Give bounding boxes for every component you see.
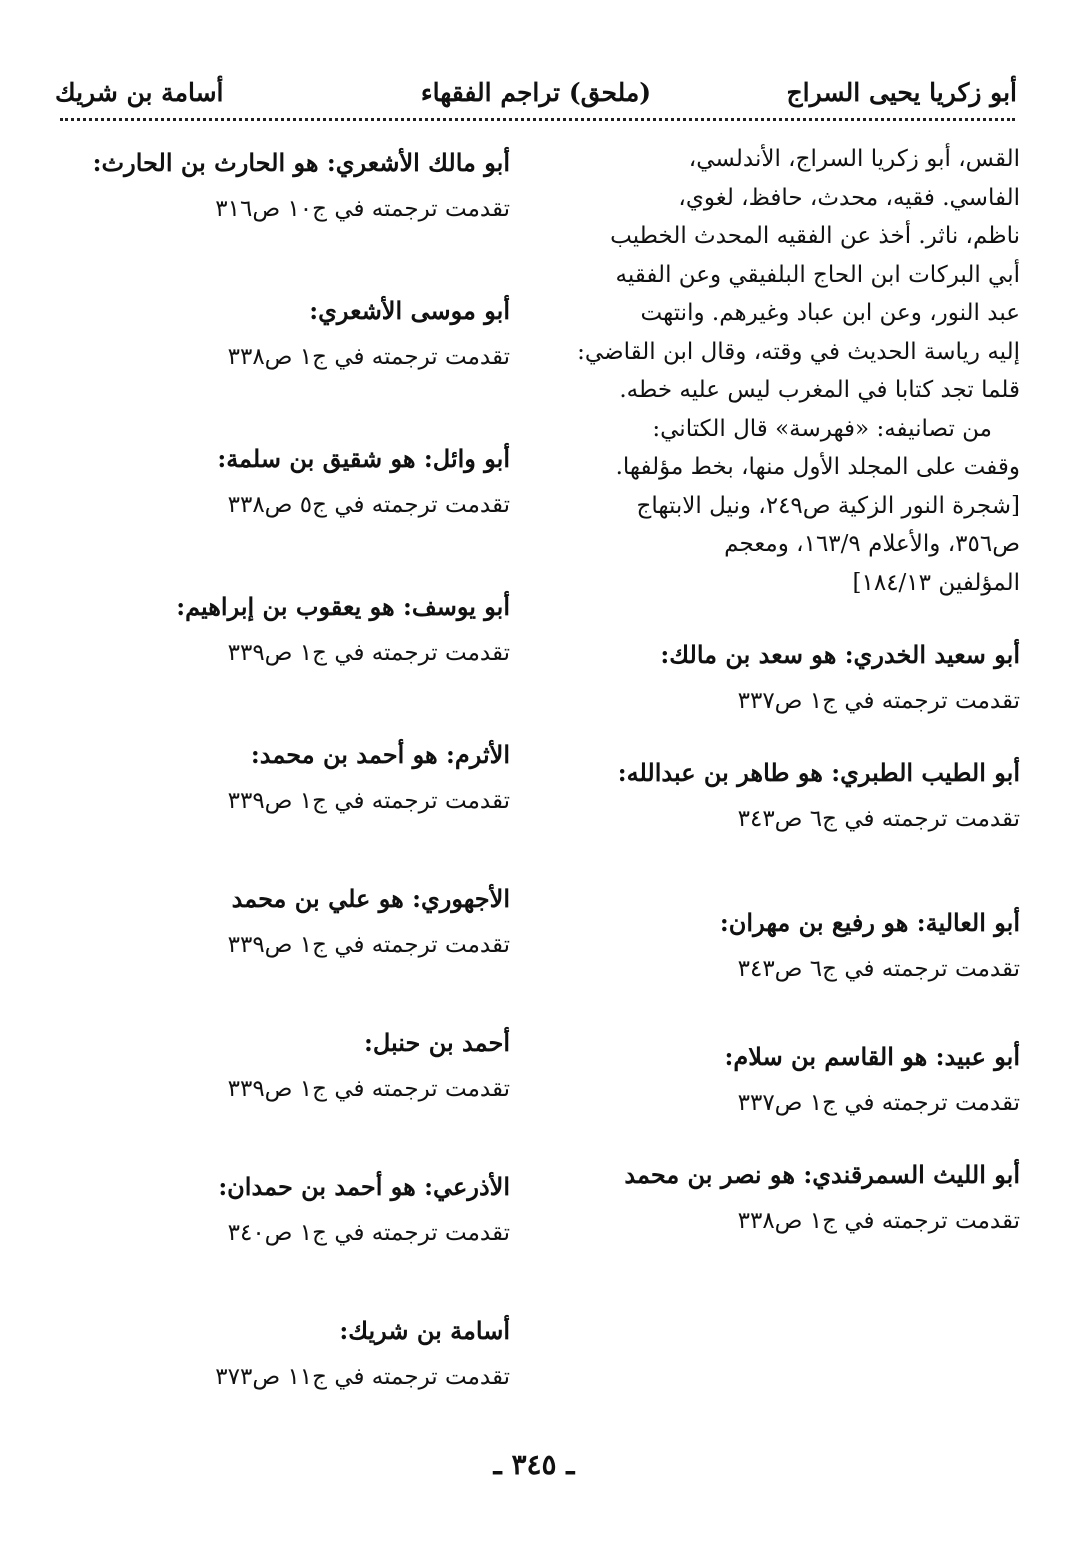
entry-reference: تقدمت ترجمته في ج١ ص٣٣٧ (737, 688, 1020, 714)
bio-line: أبي البركات ابن الحاج البلفيقي وعن الفقيه (615, 261, 1020, 288)
entry-title: أبو الليث السمرقندي: هو نصر بن محمد (624, 1160, 1020, 1189)
running-header (55, 78, 1017, 118)
entry-reference: تقدمت ترجمته في ج١ ص٣٣٩ (227, 932, 510, 958)
works-line: من تصانيفه: «فهرسة» قال الكتاني: (652, 415, 992, 442)
entry-reference: تقدمت ترجمته في ج١٠ ص٣١٦ (215, 196, 510, 222)
entry-reference: تقدمت ترجمته في ج٥ ص٣٣٨ (227, 492, 510, 518)
biography-entry (560, 632, 1020, 724)
entry-title: أبو الطيب الطبري: هو طاهر بن عبدالله: (617, 758, 1020, 787)
entry-reference: تقدمت ترجمته في ج١ ص٣٣٩ (227, 1076, 510, 1102)
biography-entry (560, 750, 1020, 842)
entry-title: الأجهوري: هو علي بن محمد (231, 884, 510, 913)
biography-entry (50, 1308, 510, 1400)
biography-entry (50, 1020, 510, 1112)
entry-title: أسامة بن شريك: (339, 1316, 510, 1345)
biography-entry (50, 140, 510, 232)
entry-title: أحمد بن حنبل: (364, 1028, 510, 1057)
bio-line: عبد النور، وعن ابن عباد وغيرهم. وانتهت (640, 300, 1020, 326)
entry-reference: تقدمت ترجمته في ج١ ص٣٤٠ (227, 1220, 510, 1246)
entry-title: أبو موسى الأشعري: (309, 296, 510, 325)
header-dotted-rule (60, 118, 1015, 121)
biography-entry (50, 584, 510, 676)
entry-title: أبو سعيد الخدري: هو سعد بن مالك: (660, 640, 1020, 669)
biography-entry (50, 436, 510, 528)
biography-entry (50, 876, 510, 968)
entry-title: أبو يوسف: هو يعقوب بن إبراهيم: (176, 592, 510, 621)
biography-entry (560, 1034, 1020, 1126)
biography-paragraph (560, 140, 1020, 602)
biography-entry (560, 1152, 1020, 1244)
entry-reference: تقدمت ترجمته في ج١ ص٣٣٨ (227, 344, 510, 370)
bio-line: إليه رياسة الحديث في وقته، وقال ابن القاضي: (577, 338, 1020, 365)
biography-entry (50, 1164, 510, 1256)
entry-title: الأذرعي: هو أحمد بن حمدان: (218, 1172, 510, 1201)
works-line: المؤلفين ١٨٤/١٣] (852, 569, 1020, 596)
biography-entry (50, 732, 510, 824)
biography-entry (50, 288, 510, 380)
bio-line: الفاسي. فقيه، محدث، حافظ، لغوي، (678, 184, 1020, 211)
header-left: أسامة بن شريك (55, 78, 224, 107)
bio-line: ناظم، ناثر. أخذ عن الفقيه المحدث الخطيب (610, 223, 1020, 249)
bio-line: قلما تجد كتابا في المغرب ليس عليه خطه. (619, 377, 1020, 403)
entry-title: أبو عبيد: هو القاسم بن سلام: (724, 1042, 1020, 1071)
bio-line: القس، أبو زكريا السراج، الأندلسي، (688, 146, 1020, 172)
entry-title: الأثرم: هو أحمد بن محمد: (250, 740, 510, 769)
entry-reference: تقدمت ترجمته في ج١١ ص٣٧٣ (215, 1364, 510, 1390)
works-line: [شجرة النور الزكية ص٢٤٩، ونيل الابتهاج (636, 492, 1020, 519)
entry-reference: تقدمت ترجمته في ج١ ص٣٣٩ (227, 788, 510, 814)
entry-reference: تقدمت ترجمته في ج١ ص٣٣٨ (737, 1208, 1020, 1234)
left-column (50, 140, 510, 1400)
entry-reference: تقدمت ترجمته في ج٦ ص٣٤٣ (737, 806, 1020, 832)
entry-reference: تقدمت ترجمته في ج١ ص٣٣٩ (227, 640, 510, 666)
works-line: ص٣٥٦، والأعلام ١٦٣/٩، ومعجم (724, 531, 1020, 557)
biography-entry (560, 900, 1020, 992)
entry-title: أبو وائل: هو شقيق بن سلمة: (217, 444, 510, 473)
works-line: وقفت على المجلد الأول منها، بخط مؤلفها. (615, 454, 1020, 480)
page-number: ـ ٣٤٥ ـ (493, 1448, 575, 1481)
header-right: أبو زكريا يحيى السراج (786, 78, 1017, 107)
entry-title: أبو العالية: هو رفيع بن مهران: (719, 908, 1020, 937)
header-center: (ملحق) تراجم الفقهاء (420, 78, 652, 107)
entry-reference: تقدمت ترجمته في ج١ ص٣٣٧ (737, 1090, 1020, 1116)
entry-reference: تقدمت ترجمته في ج٦ ص٣٤٣ (737, 956, 1020, 982)
entry-title: أبو مالك الأشعري: هو الحارث بن الحارث: (92, 148, 510, 177)
right-column (560, 140, 1020, 1244)
